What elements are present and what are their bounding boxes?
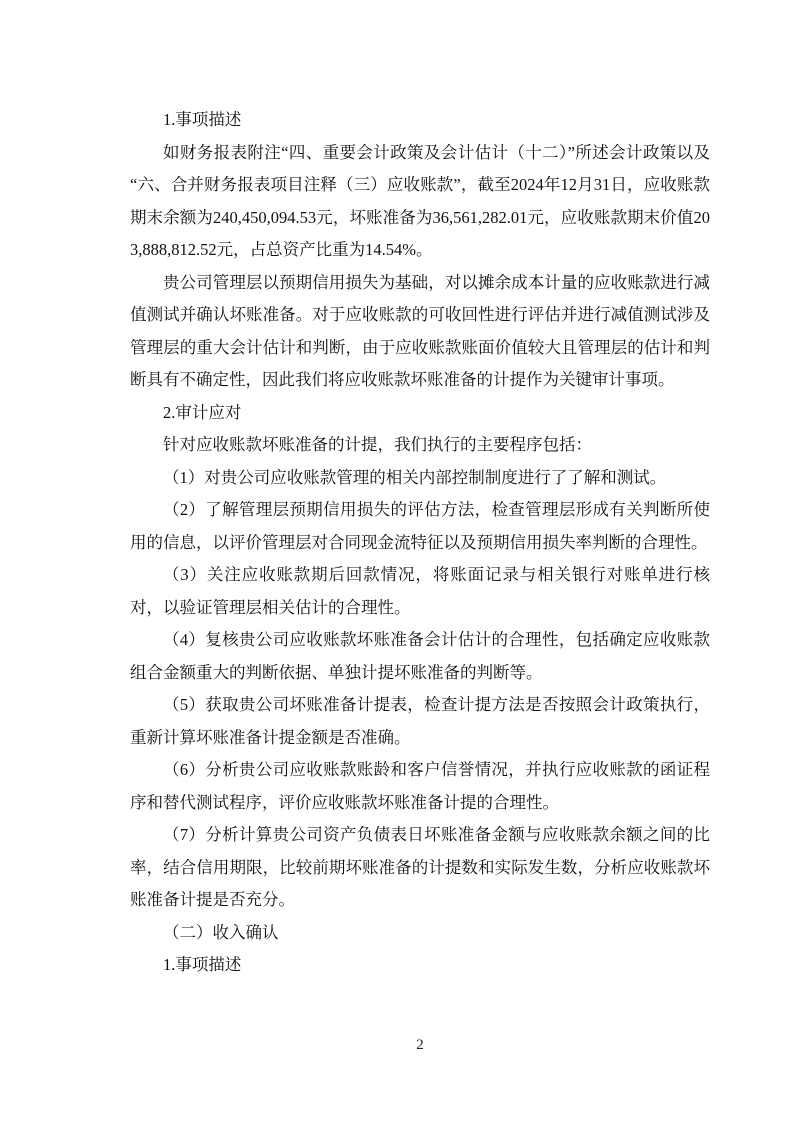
paragraph: （4）复核贵公司应收账款坏账准备会计估计的合理性，包括确定应收账款组合金额重大的判断依据、单独计提坏账准备的判断等。 bbox=[130, 630, 710, 682]
paragraph: 1.事项描述 bbox=[163, 955, 242, 974]
paragraph: （3）关注应收账款期后回款情况，将账面记录与相关银行对账单进行核对，以验证管理层相关估计的合理性。 bbox=[130, 565, 710, 617]
paragraph: 1.事项描述 bbox=[163, 110, 242, 129]
paragraph: 2.审计应对 bbox=[163, 402, 242, 422]
page-number: 2 bbox=[416, 1037, 424, 1053]
paragraph: （1）对贵公司应收账款管理的相关内部控制制度进行了了解和测试。 bbox=[163, 467, 667, 487]
paragraph: （7）分析计算贵公司资产负债表日坏账准备金额与应收账款余额之间的比率，结合信用期限，比较前期坏账准备的计提数和实际发生数，分析应收账款坏账准备计提是否充分。 bbox=[130, 825, 710, 909]
page-footer bbox=[130, 1034, 710, 1056]
paragraph: 贵公司管理层以预期信用损失为基础，对以摊余成本计量的应收账款进行减值测试并确认坏账准备。对于应收账款的可收回性进行评估并进行减值测试涉及管理层的重大会计估计和判断，由于应收账款账面价值较大且管理层的估计和判断具有不确定性，因此我们将应收账款坏账准备的计提作为关键审计事项。 bbox=[130, 272, 710, 389]
document-body bbox=[130, 104, 710, 982]
paragraph: （2）了解管理层预期信用损失的评估方法，检查管理层形成有关判断所使用的信息，以评价管理层对合同现金流特征以及预期信用损失率判断的合理性。 bbox=[130, 500, 710, 552]
paragraph: （5）获取贵公司坏账准备计提表，检查计提方法是否按照会计政策执行，重新计算坏账准备计提金额是否准确。 bbox=[130, 695, 710, 747]
paragraph: （二）收入确认 bbox=[163, 922, 279, 942]
paragraph: 针对应收账款坏账准备的计提，我们执行的主要程序包括： bbox=[163, 435, 592, 454]
paragraph: （6）分析贵公司应收账款账龄和客户信誉情况，并执行应收账款的函证程序和替代测试程序，评价应收账款坏账准备计提的合理性。 bbox=[130, 760, 710, 812]
paragraph: 如财务报表附注“四、重要会计政策及会计估计（十二）”所述会计政策以及“六、合并财务报表项目注释（三）应收账款”，截至2024年12月31日，应收账款期末余额为240,450,094.53元，坏账准备为36,561,282.01元，应收账款期末价值203,888,812.52元，占总资产比重为14.54%。 bbox=[130, 142, 710, 259]
